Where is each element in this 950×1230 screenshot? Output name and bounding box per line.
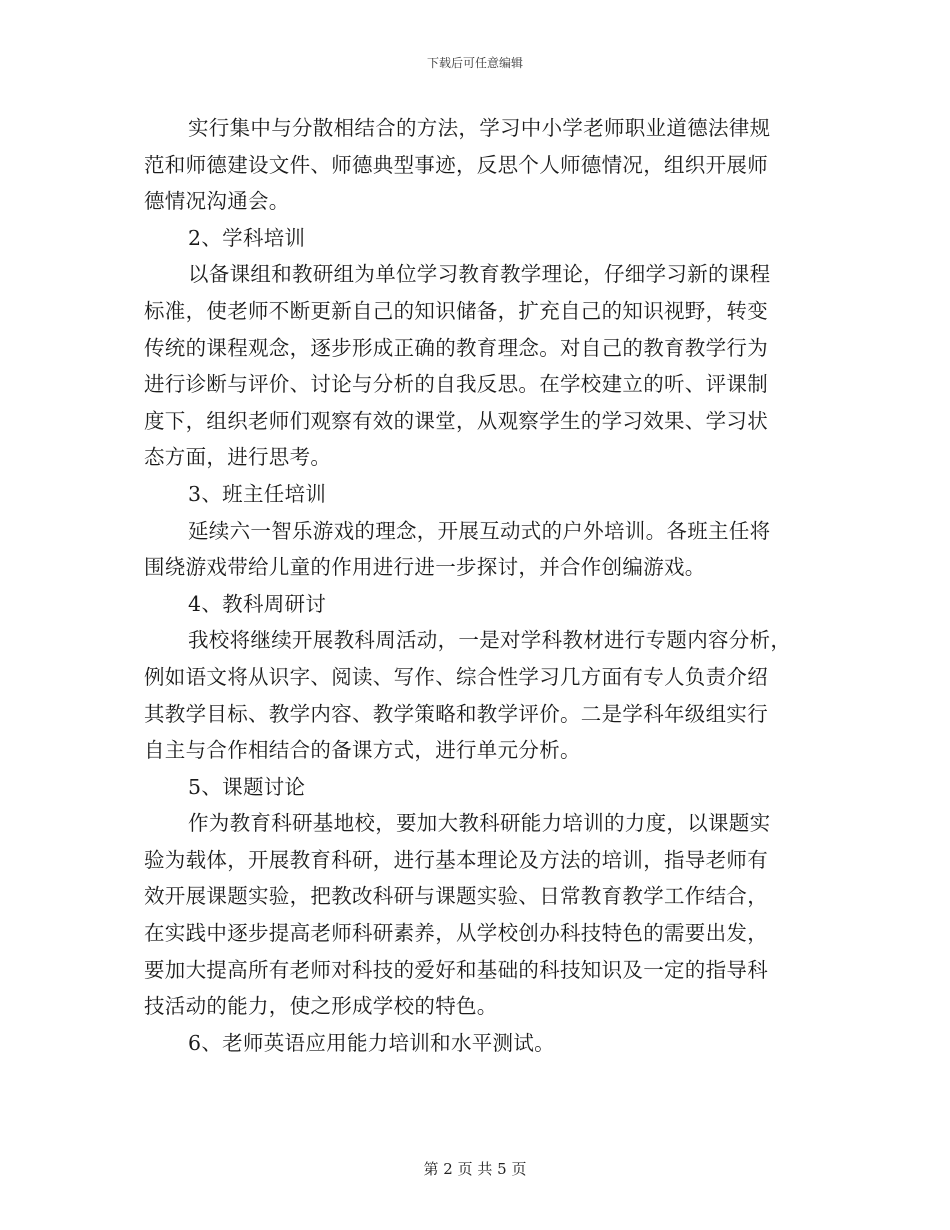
paragraph-line: 延续六一智乐游戏的理念，开展互动式的户外培训。各班主任将	[188, 518, 771, 543]
paragraph-line: 度下，组织老师们观察有效的课堂，从观察学生的学习效果、学习状	[144, 408, 768, 433]
paragraph-line: 围绕游戏带给儿童的作用进行进一步探讨，并合作创编游戏。	[144, 555, 706, 580]
page-header: 下载后可任意编辑	[426, 56, 523, 70]
paragraph-line: 验为载体，开展教育科研，进行基本理论及方法的培训，指导老师有	[144, 847, 768, 872]
paragraph-line: 进行诊断与评价、讨论与分析的自我反思。在学校建立的听、评课制	[144, 372, 768, 397]
paragraph-line: 例如语文将从识字、阅读、写作、综合性学习几方面有专人负责介绍	[144, 664, 768, 689]
paragraph-line: 作为教育科研基地校，要加大教科研能力培训的力度，以课题实	[188, 811, 771, 836]
paragraph-line: 范和师德建设文件、师德典型事迹，反思个人师德情况，组织开展师	[144, 152, 768, 177]
document-body	[144, 110, 812, 1061]
paragraph-line: 其教学目标、教学内容、教学策略和教学评价。二是学科年级组实行	[144, 701, 768, 726]
paragraph-line: 德情况沟通会。	[144, 189, 290, 214]
section-heading: 3、班主任培训	[188, 481, 327, 506]
page-number: 第 2 页 共 5 页	[423, 1160, 527, 1178]
paragraph-line: 在实践中逐步提高老师科研素养，从学校创办科技特色的需要出发，	[144, 921, 768, 946]
paragraph-line: 技活动的能力，使之形成学校的特色。	[144, 994, 498, 1019]
paragraph-line: 以备课组和教研组为单位学习教育教学理论，仔细学习新的课程	[188, 262, 771, 287]
section-heading: 4、教科周研讨	[188, 591, 327, 616]
paragraph-line: 标准，使老师不断更新自己的知识储备，扩充自己的知识视野，转变	[144, 298, 768, 323]
paragraph-line: 态方面，进行思考。	[144, 445, 332, 470]
paragraph-line: 我校将继续开展教科周活动，一是对学科教材进行专题内容分析，	[188, 628, 792, 653]
paragraph-line: 实行集中与分散相结合的方法，学习中小学老师职业道德法律规	[188, 116, 771, 140]
paragraph-line: 自主与合作相结合的备课方式，进行单元分析。	[144, 738, 581, 763]
paragraph-line: 效开展课题实验，把教改科研与课题实验、日常教育教学工作结合，	[144, 884, 768, 909]
section-heading: 5、课题讨论	[188, 774, 306, 799]
section-heading: 6、老师英语应用能力培训和水平测试。	[188, 1030, 555, 1055]
paragraph-line: 传统的课程观念，逐步形成正确的教育理念。对自己的教育教学行为	[144, 335, 768, 360]
section-heading: 2、学科培训	[188, 225, 306, 250]
paragraph-line: 要加大提高所有老师对科技的爱好和基础的科技知识及一定的指导科	[144, 957, 768, 982]
